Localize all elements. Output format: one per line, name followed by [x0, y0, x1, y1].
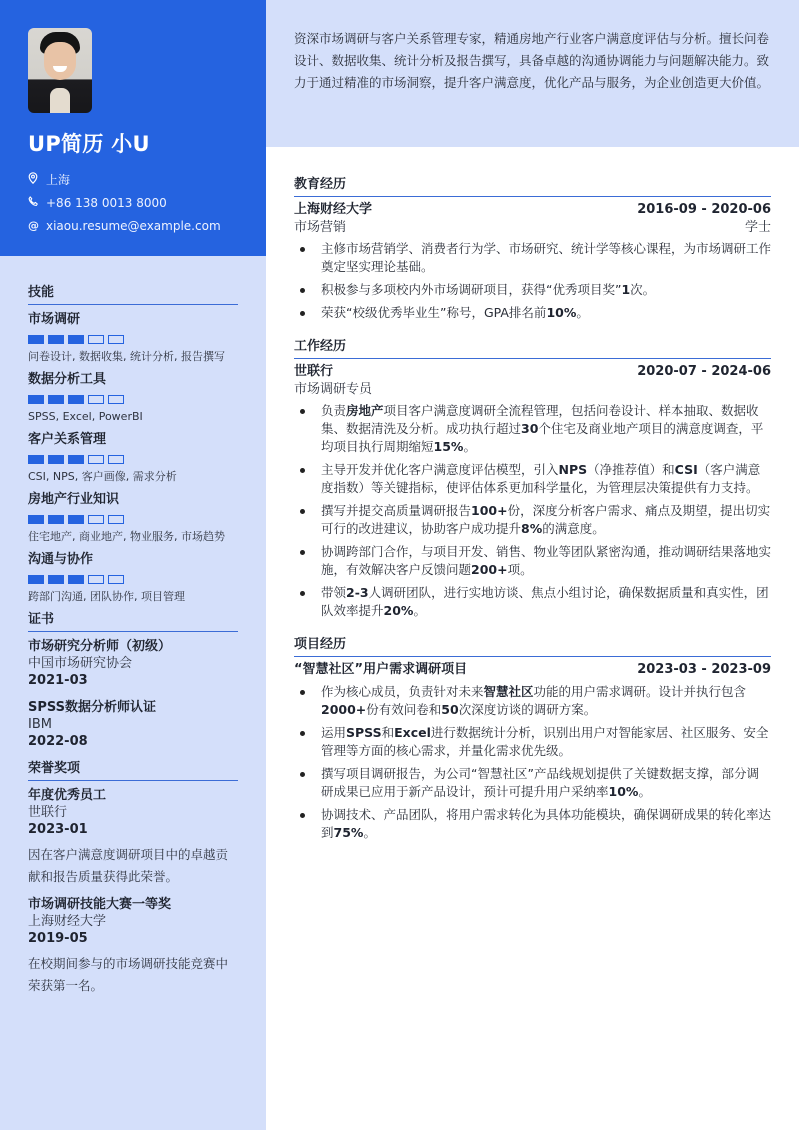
skill-level-filled [28, 515, 44, 524]
map-pin-icon [28, 172, 44, 187]
phone-text[interactable]: +86 138 0013 8000 [46, 195, 167, 210]
education-subheader [294, 219, 771, 236]
skill-level-empty [108, 395, 124, 404]
certificate-issuer: 中国市场研究协会 [28, 656, 133, 671]
bullet-item: 运用SPSS和Excel进行数据统计分析，识别出用户对智能家居、社区服务、安全管理等方面的核心需求，并量化需求优先级。 [294, 724, 771, 760]
skill-level-meter [28, 335, 238, 344]
skill-level-filled [48, 395, 64, 404]
contact-location [28, 168, 238, 191]
skill-item [28, 311, 238, 364]
skill-level-filled [68, 335, 84, 344]
bullet-item: 主修市场营销学、消费者行为学、市场研究、统计学等核心课程，为市场调研工作奠定坚实理论基础。 [294, 240, 771, 276]
contact-phone [28, 191, 238, 214]
education-header [294, 201, 771, 219]
certificate-item [28, 638, 238, 690]
skill-level-meter [28, 575, 238, 584]
bullet-item: 撰写项目调研报告，为公司“智慧社区”产品线规划提供了关键数据支撑，部分调研成果已应用于新产品设计，预计可提升用户采纳率10%。 [294, 765, 771, 801]
skill-level-filled [28, 455, 44, 464]
skill-tags: 住宅地产, 商业地产, 物业服务, 市场趋势 [28, 530, 225, 543]
summary-text: 资深市场调研与客户关系管理专家，精通房地产行业客户满意度评估与分析。擅长问卷设计、数据收集、统计分析及报告撰写，具备卓越的沟通协调能力与问题解决能力。致力于通过精准的市场洞察，提升客户满意度，优化产品与服务，为企业创造更大价值。 [294, 31, 770, 90]
award-item [28, 787, 238, 888]
skill-level-empty [108, 455, 124, 464]
skill-level-filled [48, 455, 64, 464]
education-title: 教育经历 [294, 176, 771, 197]
award-item [28, 896, 238, 997]
work-title: 工作经历 [294, 338, 771, 359]
sidebar [0, 0, 266, 1130]
skill-item [28, 491, 238, 544]
avatar-face [44, 42, 76, 80]
award-date: 2023-01 [28, 822, 88, 837]
skill-level-empty [108, 335, 124, 344]
skill-name: 房地产行业知识 [28, 492, 120, 507]
avatar [28, 28, 92, 113]
skills-section [28, 284, 238, 604]
location-text: 上海 [46, 173, 71, 187]
skill-level-filled [28, 575, 44, 584]
skill-level-filled [28, 335, 44, 344]
award-issuer: 上海财经大学 [28, 914, 107, 929]
summary-panel [266, 0, 799, 147]
certificate-date: 2022-08 [28, 734, 88, 749]
bullet-item: 作为核心成员，负责针对未来智慧社区功能的用户需求调研。设计并执行包含2000+份有效问卷和50次深度访谈的调研方案。 [294, 683, 771, 719]
skill-level-empty [88, 515, 104, 524]
skills-title: 技能 [28, 284, 238, 305]
certificates-section [28, 611, 238, 751]
skill-level-meter [28, 515, 238, 524]
company-name: 世联行 [294, 364, 334, 379]
work-bullets [294, 402, 771, 620]
skill-item [28, 371, 238, 424]
bullet-item: 协调技术、产品团队，将用户需求转化为具体功能模块，确保调研成果的转化率达到75%。 [294, 806, 771, 842]
certificate-name: SPSS数据分析师认证 [28, 700, 157, 715]
skills-list [28, 311, 238, 604]
projects-title: 项目经历 [294, 636, 771, 657]
work-section [294, 338, 771, 620]
award-description: 因在客户满意度调研项目中的卓越贡献和报告质量获得此荣誉。 [28, 847, 229, 884]
skill-name: 客户关系管理 [28, 432, 107, 447]
work-dates: 2020-07 - 2024-06 [637, 364, 771, 379]
candidate-name: UP简历 小U [28, 132, 150, 156]
sidebar-body [0, 256, 266, 997]
bullet-item: 荣获“校级优秀毕业生”称号，GPA排名前10%。 [294, 304, 771, 322]
skill-level-empty [88, 455, 104, 464]
bullet-item: 协调跨部门合作，与项目开发、销售、物业等团队紧密沟通，推动调研结果落地实施，有效解决客户反馈问题200+项。 [294, 543, 771, 579]
certificate-name: 市场研究分析师（初级） [28, 639, 172, 654]
major: 市场营销 [294, 220, 347, 235]
skill-level-filled [48, 575, 64, 584]
project-bullets [294, 683, 771, 842]
skill-tags: 跨部门沟通, 团队协作, 项目管理 [28, 590, 185, 603]
projects-section [294, 636, 771, 842]
email-text[interactable]: xiaou.resume@example.com [46, 218, 221, 233]
skill-item [28, 551, 238, 604]
skill-level-filled [68, 455, 84, 464]
skill-name: 数据分析工具 [28, 372, 107, 387]
awards-title: 荣誉奖项 [28, 760, 238, 781]
skill-tags: 问卷设计, 数据收集, 统计分析, 报告撰写 [28, 350, 225, 363]
school-name: 上海财经大学 [294, 202, 373, 217]
skill-level-meter [28, 395, 238, 404]
project-header [294, 661, 771, 679]
work-header [294, 363, 771, 381]
skill-name: 沟通与协作 [28, 552, 94, 567]
main-content [294, 176, 771, 858]
project-dates: 2023-03 - 2023-09 [637, 662, 771, 677]
certificates-title: 证书 [28, 611, 238, 632]
phone-icon [28, 196, 44, 210]
skill-level-filled [68, 515, 84, 524]
contact-email [28, 214, 238, 237]
award-date: 2019-05 [28, 931, 88, 946]
skill-level-filled [68, 575, 84, 584]
skill-level-filled [48, 335, 64, 344]
profile-header [0, 0, 266, 256]
skill-item [28, 431, 238, 484]
skill-level-empty [108, 515, 124, 524]
project-name: “智慧社区”用户需求调研项目 [294, 662, 468, 677]
job-role: 市场调研专员 [294, 382, 373, 397]
contact-list [28, 168, 238, 237]
skill-tags: SPSS, Excel, PowerBI [28, 410, 143, 423]
skill-level-empty [108, 575, 124, 584]
bullet-item: 主导开发并优化客户满意度评估模型，引入NPS（净推荐值）和CSI（客户满意度指数）等关键指标，使评估体系更加科学量化，为管理层决策提供有力支持。 [294, 461, 771, 497]
education-section [294, 176, 771, 322]
skill-level-meter [28, 455, 238, 464]
skill-tags: CSI, NPS, 客户画像, 需求分析 [28, 470, 177, 483]
awards-section [28, 760, 238, 997]
award-description: 在校期间参与的市场调研技能竞赛中荣获第一名。 [28, 956, 229, 993]
skill-name: 市场调研 [28, 312, 81, 327]
bullet-item: 负责房地产项目客户满意度调研全流程管理，包括问卷设计、样本抽取、数据收集、数据清洗及分析。成功执行超过30个住宅及商业地产项目的满意度调查，平均项目执行周期缩短15%。 [294, 402, 771, 456]
at-icon: @ [28, 219, 39, 232]
award-issuer: 世联行 [28, 805, 68, 820]
skill-level-filled [68, 395, 84, 404]
skill-level-filled [48, 515, 64, 524]
certificate-item [28, 699, 238, 751]
bullet-item: 积极参与多项校内外市场调研项目，获得“优秀项目奖”1次。 [294, 281, 771, 299]
degree: 学士 [744, 220, 771, 235]
skill-level-filled [28, 395, 44, 404]
skill-level-empty [88, 575, 104, 584]
avatar-shirt [50, 88, 70, 113]
skill-level-empty [88, 395, 104, 404]
bullet-item: 撰写并提交高质量调研报告100+份，深度分析客户需求、痛点及期望，提出切实可行的改进建议，协助客户成功提升8%的满意度。 [294, 502, 771, 538]
skill-level-empty [88, 335, 104, 344]
education-bullets [294, 240, 771, 322]
bullet-item: 带领2-3人调研团队，进行实地访谈、焦点小组讨论，确保数据质量和真实性，团队效率提升20%。 [294, 584, 771, 620]
award-name: 市场调研技能大赛一等奖 [28, 897, 172, 912]
education-dates: 2016-09 - 2020-06 [637, 202, 771, 217]
award-name: 年度优秀员工 [28, 788, 107, 803]
certificate-date: 2021-03 [28, 673, 88, 688]
certificate-issuer: IBM [28, 717, 52, 732]
